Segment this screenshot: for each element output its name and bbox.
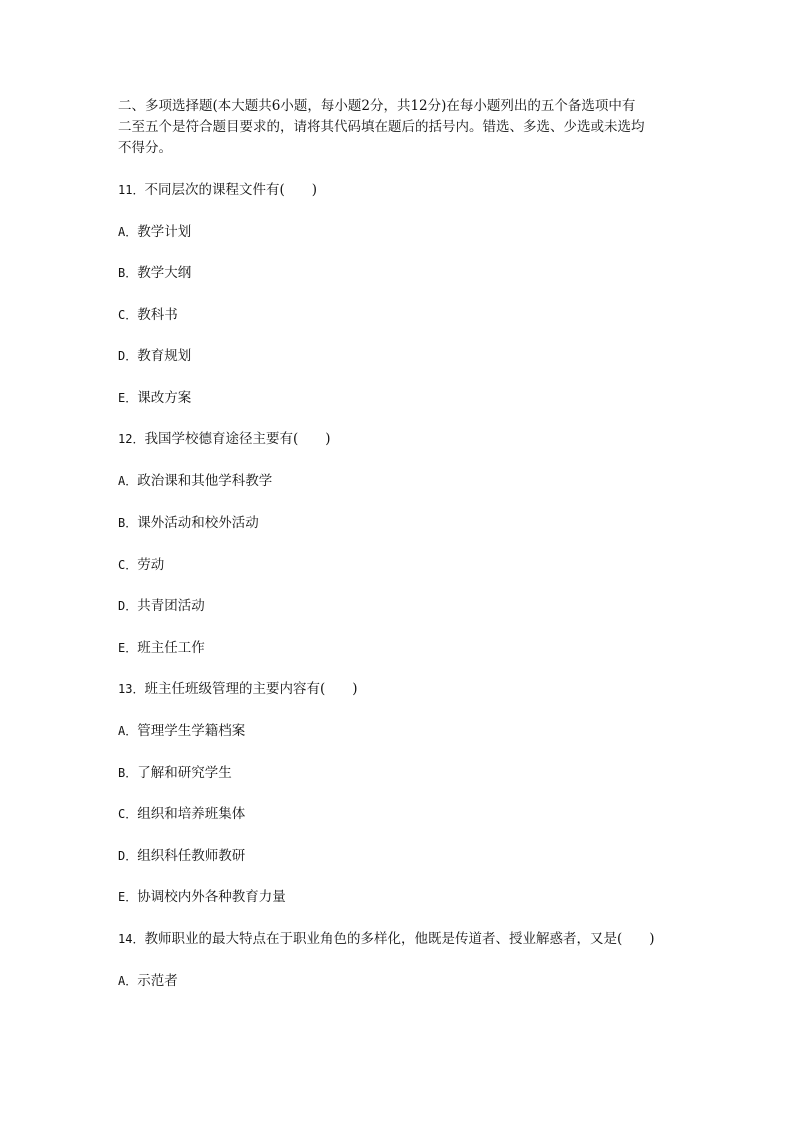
option-letter: B．	[118, 516, 138, 530]
section-instructions	[118, 96, 678, 159]
question-13-option-c	[118, 805, 245, 823]
question-number: 14．	[118, 932, 145, 946]
option-letter: E．	[118, 641, 138, 655]
question-11-option-c	[118, 306, 178, 324]
option-letter: A．	[118, 225, 138, 239]
question-13-option-b	[118, 764, 232, 782]
question-12	[118, 430, 331, 448]
question-14-option-a	[118, 972, 178, 990]
option-letter: B．	[118, 766, 138, 780]
question-text: 我国学校德育途径主要有( )	[144, 431, 331, 447]
instructions-line-1: 二、多项选择题(本大题共6小题，每小题2分，共12分)在每小题列出的五个备选项中有	[118, 98, 636, 114]
option-text: 共青团活动	[137, 598, 205, 614]
option-text: 组织科任教师教研	[137, 848, 246, 864]
question-13-option-a	[118, 722, 245, 740]
option-letter: C．	[118, 807, 138, 821]
option-text: 示范者	[137, 973, 178, 989]
option-letter: D．	[118, 849, 138, 863]
question-number: 11．	[118, 183, 145, 197]
option-text: 教育规划	[137, 348, 192, 364]
option-letter: B．	[118, 266, 138, 280]
question-11-option-b	[118, 264, 191, 282]
instructions-line-2: 二至五个是符合题目要求的，请将其代码填在题后的括号内。错选、多选、少选或未选均	[118, 119, 645, 135]
option-letter: E．	[118, 391, 138, 405]
option-text: 教科书	[137, 307, 178, 323]
option-text: 教学计划	[137, 224, 192, 240]
option-letter: C．	[118, 558, 138, 572]
option-letter: D．	[118, 599, 138, 613]
option-letter: D．	[118, 349, 138, 363]
question-13-option-e	[118, 888, 286, 906]
question-text: 不同层次的课程文件有( )	[144, 182, 317, 198]
question-text: 教师职业的最大特点在于职业角色的多样化，他既是传道者、授业解惑者，又是( )	[144, 931, 655, 947]
option-text: 协调校内外各种教育力量	[137, 889, 286, 905]
question-12-option-b	[118, 514, 259, 532]
option-text: 劳动	[137, 557, 165, 573]
question-12-option-c	[118, 556, 164, 574]
question-11	[118, 181, 317, 199]
option-letter: C．	[118, 308, 138, 322]
option-text: 课外活动和校外活动	[137, 515, 259, 531]
question-11-option-a	[118, 223, 191, 241]
question-11-option-d	[118, 347, 191, 365]
option-text: 课改方案	[137, 390, 192, 406]
option-text: 组织和培养班集体	[137, 806, 246, 822]
option-letter: A．	[118, 974, 138, 988]
question-12-option-a	[118, 472, 272, 490]
option-letter: A．	[118, 474, 138, 488]
option-text: 教学大纲	[137, 265, 192, 281]
option-text: 了解和研究学生	[137, 765, 232, 781]
question-text: 班主任班级管理的主要内容有( )	[144, 681, 358, 697]
question-number: 12．	[118, 432, 145, 446]
option-text: 政治课和其他学科教学	[137, 473, 273, 489]
question-11-option-e	[118, 389, 191, 407]
question-14	[118, 930, 655, 948]
question-13-option-d	[118, 847, 245, 865]
question-13	[118, 680, 358, 698]
question-number: 13．	[118, 682, 145, 696]
option-text: 班主任工作	[137, 640, 205, 656]
option-letter: E．	[118, 890, 138, 904]
instructions-line-3: 不得分。	[118, 140, 172, 156]
question-12-option-e	[118, 639, 205, 657]
option-text: 管理学生学籍档案	[137, 723, 246, 739]
question-12-option-d	[118, 597, 205, 615]
option-letter: A．	[118, 724, 138, 738]
